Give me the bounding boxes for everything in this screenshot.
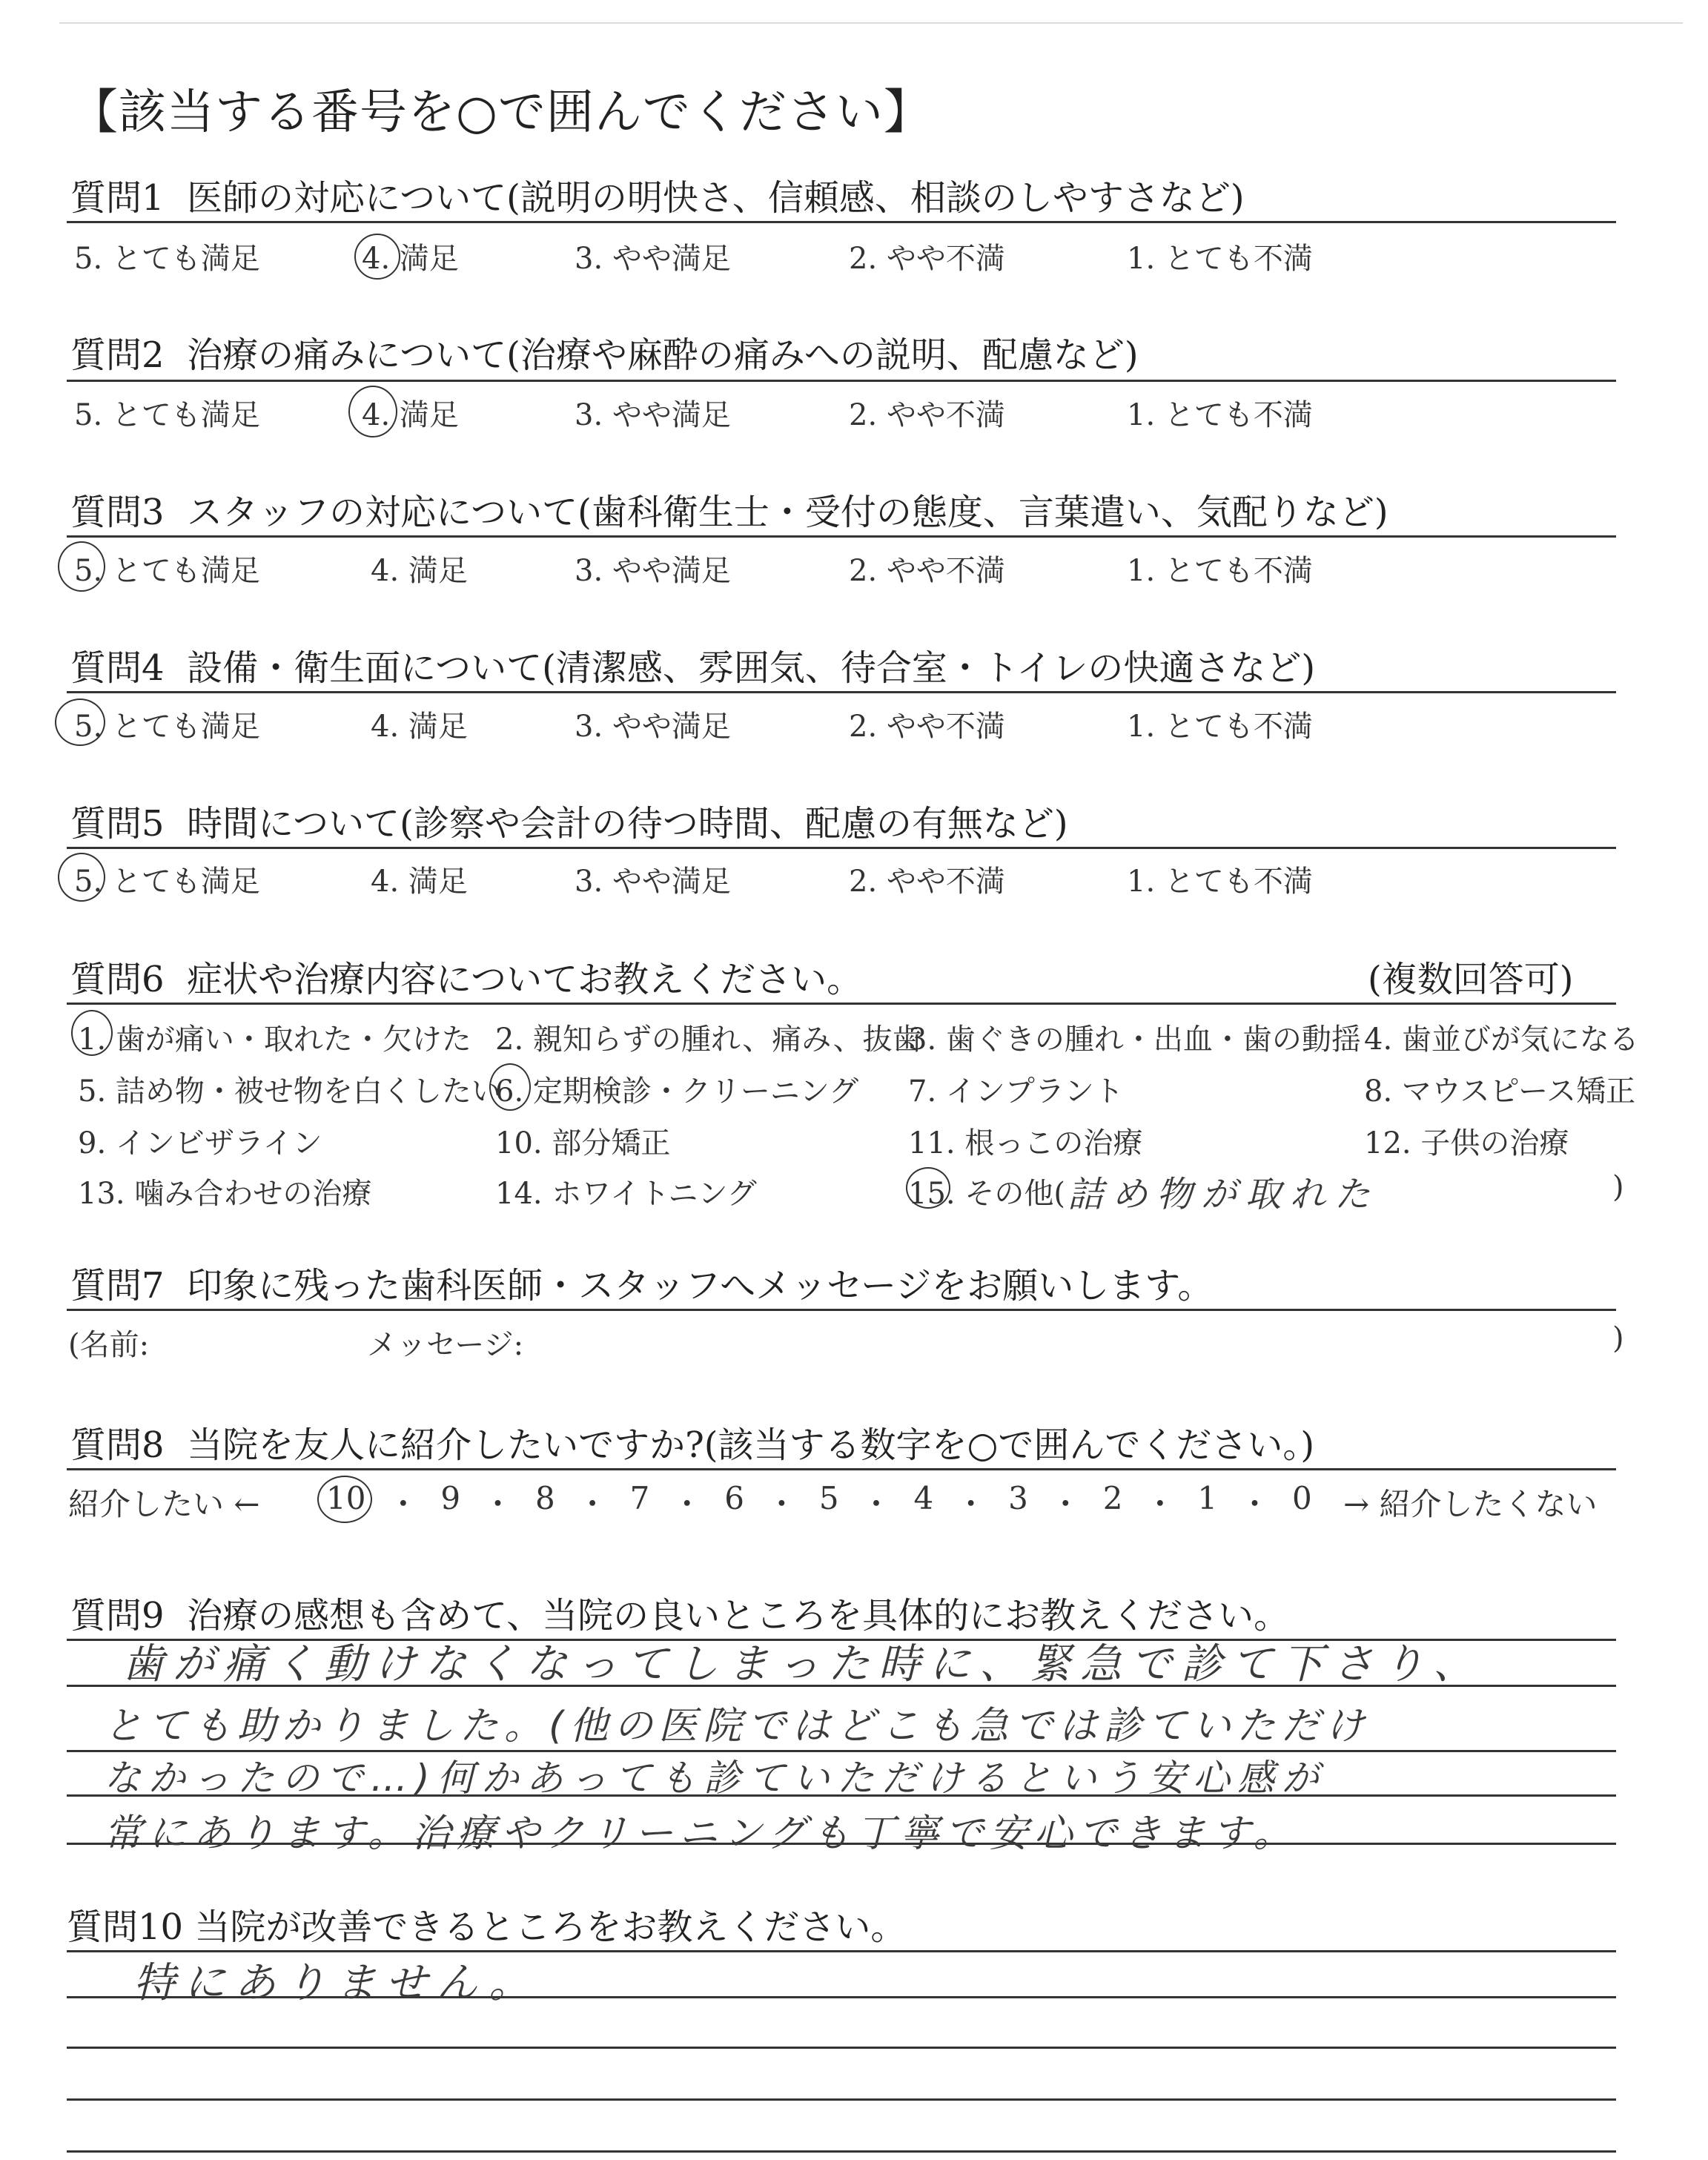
q8-scale-1[interactable]: 1 <box>1197 1480 1218 1516</box>
q6-other-close: ) <box>1612 1170 1624 1204</box>
question-1 <box>70 169 1245 220</box>
q2-option-2[interactable]: 2. やや不満 <box>849 398 1005 432</box>
q3-option-2[interactable]: 2. やや不満 <box>849 554 1005 588</box>
q3-selection-circle <box>58 541 105 592</box>
question-3 <box>70 483 1388 535</box>
question-2-text: 治療の痛みについて(治療や麻酔の痛みへの説明、配慮など) <box>187 334 1139 376</box>
q6-item-13[interactable]: 13. 噛み合わせの治療 <box>78 1177 372 1211</box>
q2-option-4[interactable]: 4. 満足 <box>362 398 459 432</box>
q3-option-1[interactable]: 1. とても不満 <box>1127 554 1313 588</box>
question-4-label: 質問4 <box>70 647 165 689</box>
q8-dot: ・ <box>482 1486 514 1522</box>
q1-option-2[interactable]: 2. やや不満 <box>849 242 1005 276</box>
q6-item-11[interactable]: 11. 根っこの治療 <box>908 1126 1143 1160</box>
question-5-rule <box>67 847 1616 849</box>
q6-item-4[interactable]: 4. 歯並びが気になる <box>1364 1023 1639 1057</box>
q8-dot: ・ <box>766 1486 798 1522</box>
question-6-note: (複数回答可) <box>1368 959 1574 1000</box>
q1-option-3[interactable]: 3. やや満足 <box>575 242 731 276</box>
question-4 <box>70 639 1315 690</box>
q6-item-1[interactable]: 1. 歯が痛い・取れた・欠けた <box>78 1023 471 1057</box>
q3-option-4[interactable]: 4. 満足 <box>371 554 468 588</box>
q6-item-12[interactable]: 12. 子供の治療 <box>1364 1126 1569 1160</box>
q4-option-4[interactable]: 4. 満足 <box>371 710 468 744</box>
question-6 <box>70 951 862 1002</box>
question-9-text: 治療の感想も含めて、当院の良いところを具体的にお教えください。 <box>187 1595 1290 1636</box>
q8-dot: ・ <box>1239 1486 1271 1522</box>
q6-item-7[interactable]: 7. インプラント <box>908 1074 1124 1109</box>
q8-dot: ・ <box>577 1486 609 1522</box>
question-10-rule-5 <box>67 2150 1616 2153</box>
q8-scale-4[interactable]: 4 <box>913 1480 934 1516</box>
question-5-text: 時間について(診察や会計の待つ時間、配慮の有無など) <box>187 803 1068 845</box>
question-5-label: 質問5 <box>70 803 165 845</box>
q5-selection-circle <box>58 853 105 902</box>
q7-message-label: メッセージ: <box>367 1328 524 1362</box>
question-8-rule <box>67 1468 1616 1470</box>
q8-dot: ・ <box>1050 1486 1082 1522</box>
question-6-label: 質問6 <box>70 959 165 1000</box>
q6-item-15[interactable]: 15. その他( <box>908 1177 1065 1211</box>
question-8 <box>70 1416 1314 1467</box>
q7-name-label: (名前: <box>68 1328 150 1362</box>
question-7 <box>70 1257 1213 1308</box>
q4-option-5[interactable]: 5. とても満足 <box>74 710 260 744</box>
question-10-label: 質問10 <box>67 1906 184 1948</box>
question-6-rule <box>67 1003 1616 1005</box>
q8-dot: ・ <box>861 1486 893 1522</box>
page-title: 【該当する番号を○で囲んでください】 <box>70 85 932 140</box>
q6-item-3[interactable]: 3. 歯ぐきの腫れ・出血・歯の動揺 <box>908 1023 1361 1057</box>
question-8-text: 当院を友人に紹介したいですか?(該当する数字を○で囲んでください。) <box>187 1424 1315 1466</box>
q6-item-9[interactable]: 9. インビザライン <box>78 1126 322 1160</box>
q2-selection-circle <box>348 386 397 437</box>
question-10 <box>67 1898 906 1949</box>
question-1-text: 医師の対応について(説明の明快さ、信頼感、相談のしやすさなど) <box>187 177 1245 219</box>
q8-scale-7[interactable]: 7 <box>629 1480 650 1516</box>
q2-option-3[interactable]: 3. やや満足 <box>575 398 731 432</box>
question-3-text: スタッフの対応について(歯科衛生士・受付の態度、言葉遣い、気配りなど) <box>187 492 1388 533</box>
q8-scale-10[interactable]: 10 <box>326 1480 366 1516</box>
q8-left-label: 紹介したい ← <box>68 1486 260 1522</box>
question-2-rule <box>67 380 1616 382</box>
question-6-text: 症状や治療内容についてお教えください。 <box>187 959 863 1000</box>
q8-scale-9[interactable]: 9 <box>440 1480 461 1516</box>
q8-selection-circle <box>317 1476 372 1523</box>
question-8-label: 質問8 <box>70 1424 165 1466</box>
q6-selection-circle-15 <box>906 1167 950 1209</box>
q5-option-2[interactable]: 2. やや不満 <box>849 865 1005 899</box>
q5-option-3[interactable]: 3. やや満足 <box>575 865 731 899</box>
q6-item-2[interactable]: 2. 親知らずの腫れ、痛み、抜歯 <box>495 1023 922 1057</box>
q9-answer-line-4: 常にあります。治療やクリーニングも丁寧で安心できます。 <box>104 1811 1298 1856</box>
q8-dot: ・ <box>1144 1486 1176 1522</box>
q3-option-5[interactable]: 5. とても満足 <box>74 554 260 588</box>
question-10-text: 当院が改善できるところをお教えください。 <box>194 1906 907 1948</box>
q5-option-4[interactable]: 4. 満足 <box>371 865 468 899</box>
question-3-rule <box>67 535 1616 538</box>
q1-option-4[interactable]: 4. 満足 <box>362 242 459 276</box>
q8-scale-5[interactable]: 5 <box>818 1480 839 1516</box>
q8-dot: ・ <box>671 1486 703 1522</box>
q9-answer-line-3: なかったので…)何かあっても診ていただけるという安心感が <box>104 1757 1327 1800</box>
question-7-text: 印象に残った歯科医師・スタッフへメッセージをお願いします。 <box>187 1265 1214 1307</box>
question-2-label: 質問2 <box>70 334 165 376</box>
q4-option-2[interactable]: 2. やや不満 <box>849 710 1005 744</box>
q8-scale-8[interactable]: 8 <box>534 1480 555 1516</box>
q6-item-8[interactable]: 8. マウスピース矯正 <box>1364 1074 1636 1109</box>
question-1-rule <box>67 221 1616 223</box>
q3-option-3[interactable]: 3. やや満足 <box>575 554 731 588</box>
question-10-rule-3 <box>67 2047 1616 2049</box>
question-9-label: 質問9 <box>70 1595 165 1636</box>
q1-selection-circle <box>354 234 400 280</box>
q5-option-1[interactable]: 1. とても不満 <box>1127 865 1313 899</box>
question-3-label: 質問3 <box>70 492 165 533</box>
question-9 <box>70 1587 1289 1638</box>
q4-option-3[interactable]: 3. やや満足 <box>575 710 731 744</box>
q1-option-5[interactable]: 5. とても満足 <box>74 242 260 276</box>
q1-option-1[interactable]: 1. とても不満 <box>1127 242 1313 276</box>
q6-item-10[interactable]: 10. 部分矯正 <box>495 1126 671 1160</box>
top-rule <box>59 22 1683 24</box>
q2-option-5[interactable]: 5. とても満足 <box>74 398 260 432</box>
question-7-label: 質問7 <box>70 1265 165 1307</box>
q6-selection-circle-6 <box>489 1063 531 1111</box>
q10-answer-line-1: 特にありません。 <box>133 1959 540 2007</box>
q2-option-1[interactable]: 1. とても不満 <box>1127 398 1313 432</box>
q6-other-answer: 詰め物が取れた <box>1068 1174 1380 1215</box>
q4-option-1[interactable]: 1. とても不満 <box>1127 710 1313 744</box>
question-4-text: 設備・衛生面について(清潔感、雰囲気、待合室・トイレの快適さなど) <box>187 647 1316 689</box>
question-1-label: 質問1 <box>70 177 165 219</box>
q6-item-5[interactable]: 5. 詰め物・被せ物を白くしたい <box>78 1074 501 1109</box>
question-7-rule <box>67 1309 1616 1311</box>
question-4-rule <box>67 691 1616 693</box>
q8-scale <box>326 1480 1312 1525</box>
q9-answer-line-2: とても助かりました。(他の医院ではどこも急では診ていただけ <box>104 1704 1371 1748</box>
q8-scale-3[interactable]: 3 <box>1008 1480 1028 1516</box>
q4-selection-circle <box>55 698 105 746</box>
q8-dot: ・ <box>387 1486 419 1522</box>
question-5 <box>70 795 1068 846</box>
q5-option-5[interactable]: 5. とても満足 <box>74 865 260 899</box>
q8-right-label: → 紹介したくない <box>1343 1486 1598 1522</box>
q8-scale-6[interactable]: 6 <box>724 1480 744 1516</box>
q9-answer-line-1: 歯が痛く動けなくなってしまった時に、緊急で診て下さり、 <box>122 1640 1483 1688</box>
q8-dot: ・ <box>955 1486 987 1522</box>
q6-item-14[interactable]: 14. ホワイトニング <box>495 1177 757 1211</box>
q8-scale-2[interactable]: 2 <box>1102 1480 1123 1516</box>
question-2 <box>70 326 1139 377</box>
question-10-rule-4 <box>67 2098 1616 2101</box>
q8-scale-0[interactable]: 0 <box>1291 1480 1312 1516</box>
q7-close: ) <box>1612 1321 1624 1355</box>
q6-item-6[interactable]: 6. 定期検診・クリーニング <box>495 1074 859 1109</box>
q6-selection-circle-1 <box>71 1010 113 1056</box>
